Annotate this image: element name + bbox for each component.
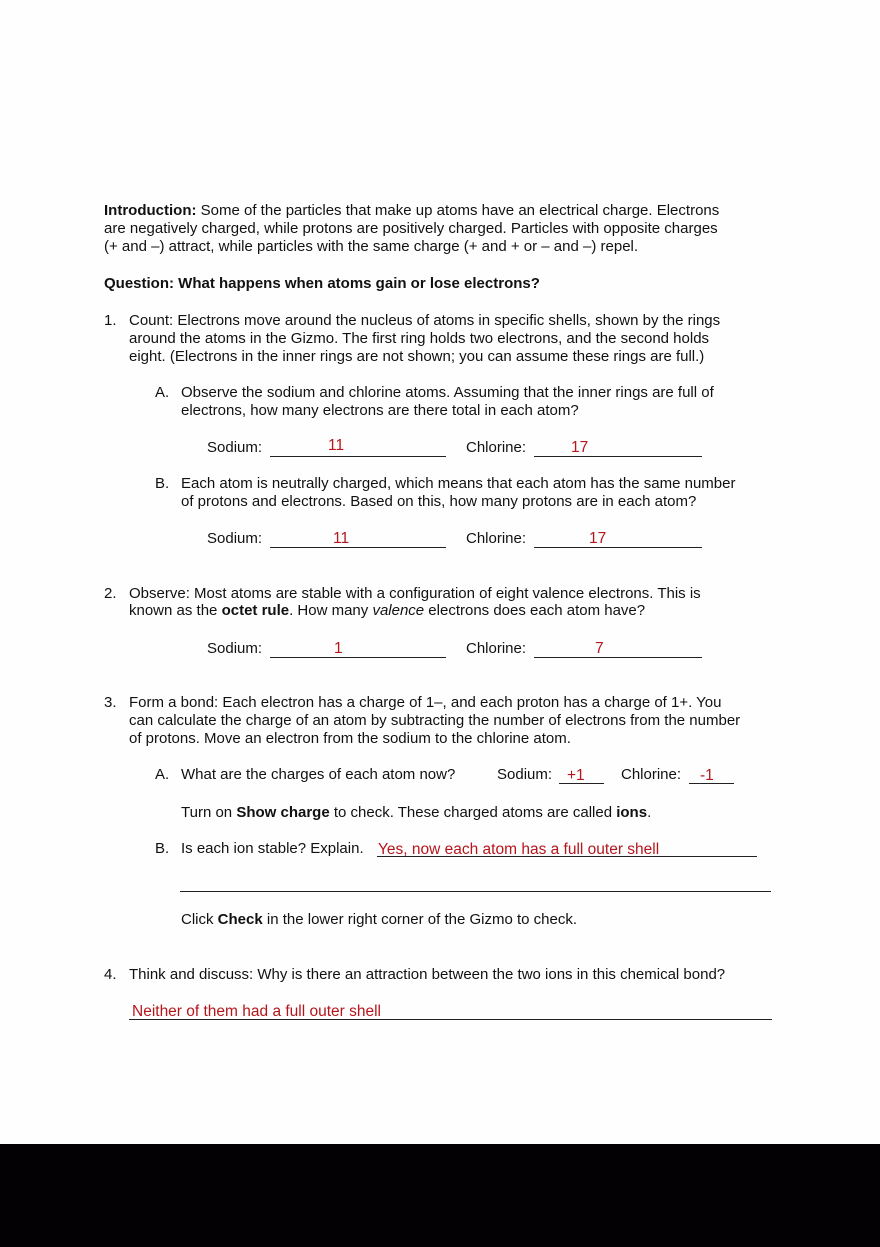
intro-line-3: (+ and –) attract, while particles with the same charge (+ and + or – and –) repel. bbox=[104, 238, 639, 255]
q4-number: 4. bbox=[104, 966, 117, 983]
q3b-answer: Yes, now each atom has a full outer shell bbox=[378, 841, 660, 858]
q1b-line-2: of protons and electrons. Based on this, how many protons are in each atom? bbox=[181, 493, 697, 510]
q4-prompt: Think and discuss: Why is there an attraction between the two ions in this chemical bond? bbox=[129, 966, 726, 983]
q1a-line-2: electrons, how many electrons are there total in each atom? bbox=[181, 402, 579, 419]
q3a-note-post: . bbox=[647, 804, 652, 821]
q1a-letter: A. bbox=[155, 384, 170, 401]
q1b-sodium-field[interactable] bbox=[270, 547, 446, 548]
q1-line-3: eight. (Electrons in the inner rings are not shown; you can assume these rings are full.) bbox=[129, 348, 705, 365]
q3-line-2: can calculate the charge of an atom by subtracting the number of electrons from the number bbox=[129, 712, 741, 729]
q2-line-2-mid: . How many bbox=[289, 602, 373, 619]
q1a-sodium-field[interactable] bbox=[270, 456, 446, 457]
q2-sodium-label: Sodium: bbox=[207, 640, 263, 657]
show-charge-term: Show charge bbox=[236, 804, 330, 821]
q1a-line-1: Observe the sodium and chlorine atoms. Assuming that the inner rings are full of bbox=[181, 384, 714, 401]
q3b-note-post: in the lower right corner of the Gizmo to check. bbox=[262, 911, 578, 928]
q2-line-2-post: electrons does each atom have? bbox=[424, 602, 646, 619]
q2-chlorine-answer: 7 bbox=[595, 640, 604, 657]
q3a-sodium-label: Sodium: bbox=[497, 766, 553, 783]
q3b-answer-field-2[interactable] bbox=[180, 891, 771, 892]
q2-number: 2. bbox=[104, 585, 117, 602]
intro-text-1: Some of the particles that make up atoms have an electrical charge. Electrons bbox=[196, 202, 720, 219]
ions-term: ions bbox=[616, 804, 648, 821]
q3a-chlorine-answer: -1 bbox=[700, 767, 714, 784]
intro-label: Introduction: bbox=[104, 202, 197, 219]
q1a-sodium-answer: 11 bbox=[328, 437, 345, 454]
q2-line-2-pre: known as the bbox=[129, 602, 222, 619]
q1a-sodium-label: Sodium: bbox=[207, 439, 263, 456]
q1b-letter: B. bbox=[155, 475, 170, 492]
q3a-prompt: What are the charges of each atom now? bbox=[181, 766, 456, 783]
q2-line-2 bbox=[129, 602, 645, 620]
question-heading: Question: What happens when atoms gain or lose electrons? bbox=[104, 275, 540, 292]
q3a-sodium-answer: +1 bbox=[567, 767, 585, 784]
q1-line-1: Count: Electrons move around the nucleus of atoms in specific shells, shown by the rings bbox=[129, 312, 721, 329]
q1b-chlorine-field[interactable] bbox=[534, 547, 702, 548]
check-term: Check bbox=[217, 911, 263, 928]
black-bottom-area bbox=[0, 1144, 880, 1247]
q1-line-2: around the atoms in the Gizmo. The first ring holds two electrons, and the second holds bbox=[129, 330, 710, 347]
q3-line-3: of protons. Move an electron from the sodium to the chlorine atom. bbox=[129, 730, 571, 747]
q1b-sodium-answer: 11 bbox=[333, 530, 350, 547]
q1a-chlorine-answer: 17 bbox=[571, 439, 589, 456]
octet-rule-term: octet rule bbox=[221, 602, 290, 619]
valence-term: valence bbox=[372, 602, 425, 619]
q3a-note-mid: to check. These charged atoms are called bbox=[329, 804, 617, 821]
q3a-note bbox=[181, 804, 651, 822]
q3-number: 3. bbox=[104, 694, 117, 711]
q3b-letter: B. bbox=[155, 840, 170, 857]
q3b-note bbox=[181, 911, 577, 929]
q1-number: 1. bbox=[104, 312, 117, 329]
q1a-chlorine-label: Chlorine: bbox=[466, 439, 527, 456]
q4-answer: Neither of them had a full outer shell bbox=[132, 1003, 381, 1020]
intro-line-1 bbox=[104, 202, 719, 220]
q3a-chlorine-label: Chlorine: bbox=[621, 766, 682, 783]
q3a-note-pre: Turn on bbox=[181, 804, 237, 821]
q1b-chlorine-answer: 17 bbox=[589, 530, 607, 547]
q3-line-1: Form a bond: Each electron has a charge of 1–, and each proton has a charge of 1+. You bbox=[129, 694, 722, 711]
q3b-note-pre: Click bbox=[181, 911, 218, 928]
q2-line-1: Observe: Most atoms are stable with a configuration of eight valence electrons. This is bbox=[129, 585, 701, 602]
q1b-sodium-label: Sodium: bbox=[207, 530, 263, 547]
intro-line-2: are negatively charged, while protons are positively charged. Particles with opposite charges bbox=[104, 220, 718, 237]
q1a-chlorine-field[interactable] bbox=[534, 456, 702, 457]
q2-chlorine-label: Chlorine: bbox=[466, 640, 527, 657]
q2-chlorine-field[interactable] bbox=[534, 657, 702, 658]
q2-sodium-answer: 1 bbox=[334, 640, 343, 657]
q3a-letter: A. bbox=[155, 766, 170, 783]
q1b-chlorine-label: Chlorine: bbox=[466, 530, 527, 547]
q3b-prompt: Is each ion stable? Explain. bbox=[181, 840, 364, 857]
q1b-line-1: Each atom is neutrally charged, which means that each atom has the same number bbox=[181, 475, 736, 492]
q2-sodium-field[interactable] bbox=[270, 657, 446, 658]
